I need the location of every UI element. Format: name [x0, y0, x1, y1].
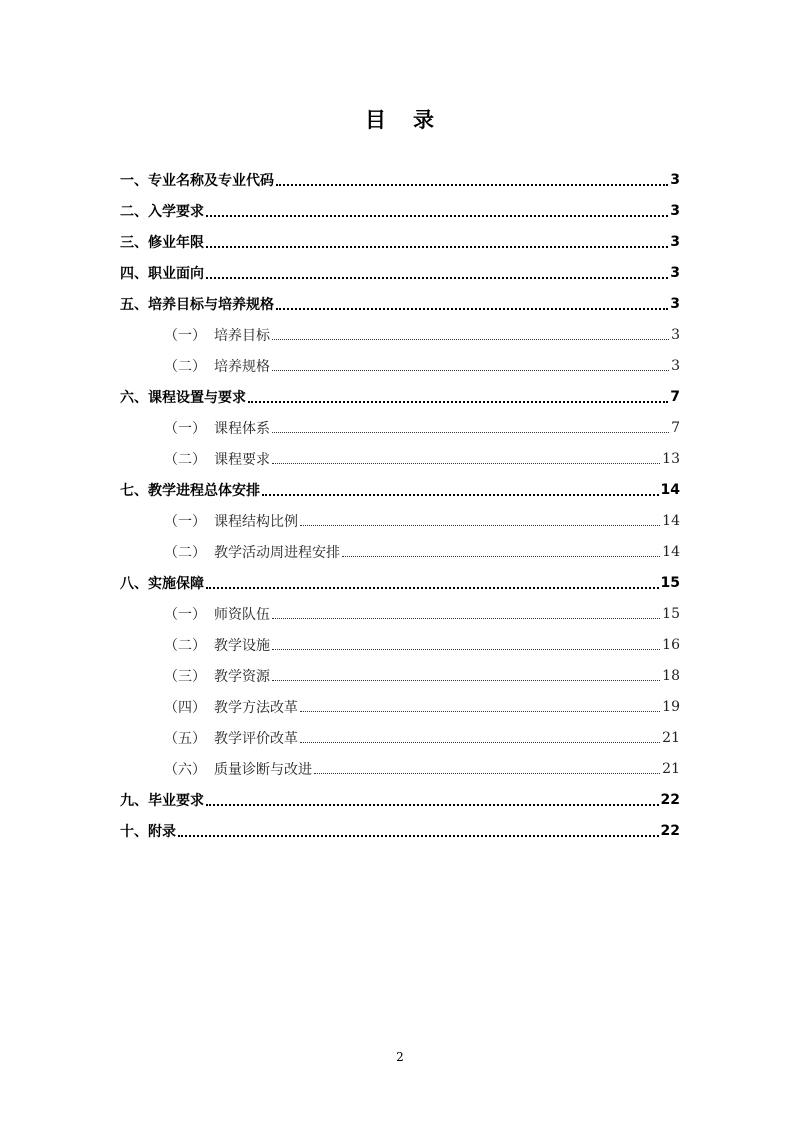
toc-entry-7[interactable]: [120, 474, 680, 505]
toc-subentry-8-2[interactable]: [120, 629, 680, 660]
dot-leader: [300, 525, 660, 526]
toc-page-number: 13: [662, 450, 680, 467]
dot-leader: [262, 494, 659, 496]
toc-subentry-7-2[interactable]: [120, 536, 680, 567]
toc-page-number: 21: [662, 729, 680, 746]
dot-leader: [272, 370, 669, 371]
toc-subentry-6-1[interactable]: [120, 412, 680, 443]
toc-entry-text: 教学方法改革: [214, 699, 298, 716]
toc-entry-number: 四、: [120, 265, 148, 282]
toc-entry-text: 教学设施: [214, 637, 270, 654]
toc-entry-6[interactable]: [120, 381, 680, 412]
toc-entry-text: 培养目标与培养规格: [148, 296, 274, 313]
page-number: 2: [396, 1050, 404, 1064]
dot-leader: [206, 587, 659, 589]
toc-entry-text: 教学评价改革: [214, 730, 298, 747]
toc-entry-text: 培养规格: [214, 358, 270, 375]
dot-leader: [206, 246, 668, 248]
toc-entry-number: （一）: [164, 606, 206, 623]
toc-entry-3[interactable]: [120, 226, 680, 257]
dot-leader: [276, 184, 668, 186]
toc-entry-text: 附录: [148, 823, 176, 840]
dot-leader: [206, 277, 668, 279]
toc-entry-number: （六）: [164, 761, 206, 778]
toc-entry-number: 十、: [120, 823, 148, 840]
toc-entry-text: 修业年限: [148, 234, 204, 251]
toc-entry-text: 教学活动周进程安排: [214, 544, 340, 561]
toc-page-number: 3: [670, 202, 680, 219]
toc-entry-number: 五、: [120, 296, 148, 313]
toc-entry-number: 八、: [120, 575, 148, 592]
toc-page-number: 22: [660, 791, 680, 808]
toc-page-number: 3: [670, 233, 680, 250]
title-part2: 录: [413, 108, 435, 132]
dot-leader: [300, 711, 660, 712]
toc-subentry-5-2[interactable]: [120, 350, 680, 381]
toc-entry-number: （一）: [164, 327, 206, 344]
toc-page-number: 22: [660, 822, 680, 839]
toc-entry-10[interactable]: [120, 815, 680, 846]
toc-entry-number: （一）: [164, 420, 206, 437]
toc-entry-number: （三）: [164, 668, 206, 685]
toc-entry-text: 课程要求: [214, 451, 270, 468]
toc-page-number: 19: [662, 698, 680, 715]
toc-entry-number: （二）: [164, 358, 206, 375]
dot-leader: [272, 339, 669, 340]
toc-entry-text: 教学进程总体安排: [148, 482, 260, 499]
toc-page-number: 3: [670, 171, 680, 188]
toc-page-number: 3: [671, 357, 680, 374]
toc-subentry-8-3[interactable]: [120, 660, 680, 691]
toc-entry-number: （二）: [164, 637, 206, 654]
toc-page-number: 3: [671, 326, 680, 343]
toc-entry-text: 课程结构比例: [214, 513, 298, 530]
toc-page-number: 14: [660, 481, 680, 498]
dot-leader: [206, 215, 668, 217]
dot-leader: [276, 308, 668, 310]
toc-entry-number: 六、: [120, 389, 148, 406]
table-of-contents: [120, 164, 680, 846]
dot-leader: [272, 463, 660, 464]
dot-leader: [272, 680, 660, 681]
toc-entry-1[interactable]: [120, 164, 680, 195]
dot-leader: [272, 432, 669, 433]
toc-entry-8[interactable]: [120, 567, 680, 598]
dot-leader: [314, 773, 660, 774]
toc-subentry-5-1[interactable]: [120, 319, 680, 350]
toc-subentry-8-6[interactable]: [120, 753, 680, 784]
dot-leader: [342, 556, 660, 557]
toc-subentry-8-1[interactable]: [120, 598, 680, 629]
toc-subentry-7-1[interactable]: [120, 505, 680, 536]
toc-entry-number: （五）: [164, 730, 206, 747]
dot-leader: [178, 835, 659, 837]
toc-entry-text: 课程体系: [214, 420, 270, 437]
toc-entry-text: 专业名称及专业代码: [148, 172, 274, 189]
toc-page-number: 3: [670, 295, 680, 312]
toc-page-number: 14: [662, 543, 680, 560]
toc-entry-text: 实施保障: [148, 575, 204, 592]
title-part1: 目: [365, 108, 387, 132]
toc-entry-text: 课程设置与要求: [148, 389, 246, 406]
dot-leader: [272, 649, 660, 650]
toc-page-number: 7: [670, 388, 680, 405]
toc-entry-number: （二）: [164, 451, 206, 468]
page-title: [0, 104, 800, 134]
dot-leader: [300, 742, 660, 743]
toc-page-number: 16: [662, 636, 680, 653]
toc-entry-number: （二）: [164, 544, 206, 561]
toc-entry-5[interactable]: [120, 288, 680, 319]
toc-page-number: 3: [670, 264, 680, 281]
toc-entry-text: 培养目标: [214, 327, 270, 344]
toc-entry-number: 一、: [120, 172, 148, 189]
toc-entry-text: 入学要求: [148, 203, 204, 220]
toc-entry-text: 毕业要求: [148, 792, 204, 809]
toc-entry-9[interactable]: [120, 784, 680, 815]
toc-entry-number: （四）: [164, 699, 206, 716]
toc-entry-4[interactable]: [120, 257, 680, 288]
toc-subentry-8-5[interactable]: [120, 722, 680, 753]
toc-page-number: 14: [662, 512, 680, 529]
toc-entry-number: 七、: [120, 482, 148, 499]
toc-subentry-8-4[interactable]: [120, 691, 680, 722]
toc-entry-number: 九、: [120, 792, 148, 809]
toc-subentry-6-2[interactable]: [120, 443, 680, 474]
dot-leader: [248, 401, 668, 403]
toc-entry-text: 质量诊断与改进: [214, 761, 312, 778]
toc-entry-text: 职业面向: [148, 265, 204, 282]
toc-page-number: 15: [662, 605, 680, 622]
toc-entry-number: （一）: [164, 513, 206, 530]
toc-entry-2[interactable]: [120, 195, 680, 226]
toc-entry-number: 三、: [120, 234, 148, 251]
toc-page-number: 21: [662, 760, 680, 777]
toc-entry-text: 师资队伍: [214, 606, 270, 623]
toc-page-number: 18: [662, 667, 680, 684]
toc-page-number: 7: [671, 419, 680, 436]
toc-entry-number: 二、: [120, 203, 148, 220]
toc-page-number: 15: [660, 574, 680, 591]
dot-leader: [272, 618, 660, 619]
toc-entry-text: 教学资源: [214, 668, 270, 685]
dot-leader: [206, 804, 659, 806]
